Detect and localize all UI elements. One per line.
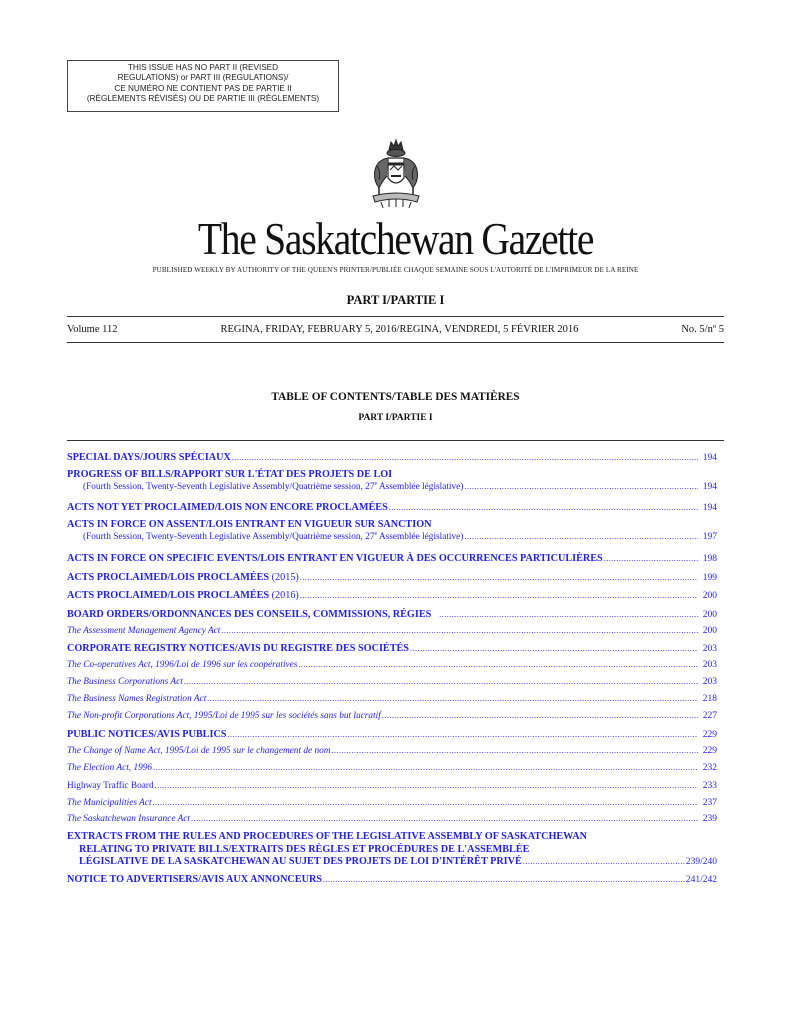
header-rule-top <box>67 316 724 317</box>
toc-page-number: 203 <box>702 660 717 670</box>
toc-entry-label: The Business Corporations Act <box>67 677 183 687</box>
toc-entry-business-corporations-act[interactable] <box>67 677 717 687</box>
toc-entry-label: ACTS IN FORCE ON SPECIFIC EVENTS/LOIS ENTRANT EN VIGUEUR À DES OCCURRENCES PARTICULIÈRES <box>67 553 603 564</box>
leader-dots <box>155 781 698 790</box>
toc-entry-acts-proclaimed-2016[interactable] <box>67 590 717 601</box>
toc-entry-label: The Non-profit Corporations Act, 1995/Loi de 1995 sur les sociétés sans but lucratif <box>67 711 381 721</box>
no-part-notice-box <box>67 60 339 112</box>
issue-date: REGINA, FRIDAY, FEBRUARY 5, 2016/REGINA, VENDREDI, 5 FÉVRIER 2016 <box>220 324 579 335</box>
toc-entry-sublabel: (Fourth Session, Twenty-Seventh Legislative Assembly/Quatrième session, 27e Assemblée législative) <box>83 480 464 492</box>
toc-entry-label: The Business Names Registration Act <box>67 694 207 704</box>
toc-entry-progress-of-bills[interactable] <box>67 469 717 492</box>
gazette-title: The Saskatchewan Gazette <box>197 213 594 264</box>
leader-dots <box>523 856 685 869</box>
notice-line: CE NUMÉRO NE CONTIENT PAS DE PARTIE II <box>114 83 292 93</box>
toc-page-number: 200 <box>702 610 717 620</box>
leader-dots <box>232 453 698 462</box>
toc-entry-label: RELATING TO PRIVATE BILLS/EXTRAITS DES RÈGLES ET PROCÉDURES DE L'ASSEMBLÉE <box>79 843 530 855</box>
toc-entry-label: ACTS NOT YET PROCLAIMED/LOIS NON ENCORE PROCLAMÉES <box>67 502 388 513</box>
leader-dots <box>331 746 698 755</box>
toc-entry-label: The Municipalities Act <box>67 798 152 808</box>
toc-page-number: 194 <box>702 453 717 463</box>
coat-of-arms-icon <box>367 136 425 210</box>
toc-page-number: 241/242 <box>685 875 717 885</box>
toc-page-number: 194 <box>702 482 717 492</box>
toc-page-number: 203 <box>702 644 717 654</box>
part-heading: PART I/PARTIE I <box>346 293 445 307</box>
toc-page-number: 239/240 <box>685 857 717 867</box>
toc-page-number: 229 <box>702 730 717 740</box>
leader-dots <box>464 482 698 491</box>
toc-entry-label: The Co-operatives Act, 1996/Loi de 1996 sur les coopératives <box>67 660 298 670</box>
toc-entry-label: The Election Act, 1996 <box>67 763 153 773</box>
volume-label: Volume 112 <box>67 324 118 335</box>
toc-page-number: 199 <box>702 573 717 583</box>
toc-page-number: 218 <box>702 694 717 704</box>
toc-page-number: 200 <box>702 626 717 636</box>
toc-entry-business-names-registration-act[interactable] <box>67 694 717 704</box>
leader-dots <box>153 798 698 807</box>
toc-page-number: 229 <box>702 746 717 756</box>
issue-number: No. 5/nº 5 <box>681 324 724 335</box>
notice-line: (RÈGLEMENTS RÉVISÉS) OU DE PARTIE III (RÈGLEMENTS) <box>86 94 320 104</box>
toc-entry-notice-to-advertisers[interactable] <box>67 874 717 885</box>
toc-entry-corporate-registry[interactable] <box>67 643 717 654</box>
toc-entry-label: NOTICE TO ADVERTISERS/AVIS AUX ANNONCEURS <box>67 874 322 885</box>
toc-entry-acts-proclaimed-2015[interactable] <box>67 572 717 583</box>
toc-page-number: 227 <box>702 711 717 721</box>
leader-dots <box>298 660 698 669</box>
leader-dots <box>191 814 698 823</box>
toc-entry-label: ACTS PROCLAIMED/LOIS PROCLAMÉES (2016) <box>67 590 299 601</box>
toc-title: TABLE OF CONTENTS/TABLE DES MATIÈRES <box>271 391 520 403</box>
toc-entry-saskatchewan-insurance-act[interactable] <box>67 814 717 824</box>
toc-rule <box>67 440 724 441</box>
toc-entry-acts-in-force-on-assent[interactable] <box>67 519 717 542</box>
toc-entry-acts-in-force-specific-events[interactable] <box>67 553 717 564</box>
leader-dots <box>323 875 685 884</box>
toc-page-number: 203 <box>702 677 717 687</box>
toc-part-subtitle: PART I/PARTIE I <box>358 413 433 423</box>
toc-entry-municipalities-act[interactable] <box>67 798 717 808</box>
toc-entry-co-operatives-act[interactable] <box>67 660 717 670</box>
leader-dots <box>464 532 698 541</box>
toc-entry-label: ACTS IN FORCE ON ASSENT/LOIS ENTRANT EN VIGUEUR SUR SANCTION <box>67 519 432 530</box>
toc-entry-label: BOARD ORDERS/ORDONNANCES DES CONSEILS, COMMISSIONS, RÉGIES <box>67 609 432 620</box>
toc-entry-sublabel: (Fourth Session, Twenty-Seventh Legislative Assembly/Quatrième session, 27e Assemblée législative) <box>83 530 464 542</box>
toc-entry-label: The Saskatchewan Insurance Act <box>67 814 190 824</box>
toc-page-number: 232 <box>702 763 717 773</box>
leader-dots <box>227 730 698 739</box>
toc-entry-label: PUBLIC NOTICES/AVIS PUBLICS <box>67 729 227 740</box>
toc-entry-public-notices[interactable] <box>67 729 717 740</box>
notice-line: REGULATIONS) or PART III (REGULATIONS)/ <box>117 73 289 83</box>
leader-dots <box>300 573 698 582</box>
toc-page-number: 239 <box>702 814 717 824</box>
toc-entry-highway-traffic-board[interactable] <box>67 781 717 791</box>
toc-entry-special-days[interactable] <box>67 452 717 463</box>
notice-line: THIS ISSUE HAS NO PART II (REVISED <box>127 63 279 72</box>
toc-page-number: 197 <box>702 532 717 542</box>
toc-page-number: 198 <box>702 554 717 564</box>
leader-dots <box>300 591 698 600</box>
toc-entry-label: EXTRACTS FROM THE RULES AND PROCEDURES OF THE LEGISLATIVE ASSEMBLY OF SASKATCHEWAN <box>67 831 587 842</box>
toc-entry-non-profit-corporations-act[interactable] <box>67 711 717 721</box>
toc-entry-board-orders[interactable] <box>67 609 717 620</box>
leader-dots <box>389 503 698 512</box>
toc-page-number: 237 <box>702 798 717 808</box>
toc-entry-label: SPECIAL DAYS/JOURS SPÉCIAUX <box>67 452 231 463</box>
toc-entry-label: CORPORATE REGISTRY NOTICES/AVIS DU REGISTRE DES SOCIÉTÉS <box>67 643 409 654</box>
toc-entry-assessment-management-agency-act[interactable] <box>67 626 717 636</box>
toc-entry-election-act[interactable] <box>67 763 717 773</box>
leader-dots <box>153 763 698 772</box>
toc-entry-label: ACTS PROCLAIMED/LOIS PROCLAMÉES (2015) <box>67 572 299 583</box>
issue-info-row <box>67 324 724 335</box>
toc-entry-label: The Change of Name Act, 1995/Loi de 1995 sur le changement de nom <box>67 746 331 756</box>
toc-page-number: 200 <box>702 591 717 601</box>
publisher-statement: PUBLISHED WEEKLY BY AUTHORITY OF THE QUEEN'S PRINTER/PUBLIÉE CHAQUE SEMAINE SOUS L'AUTORITÉ DE L'IMPRIMEUR DE LA REINE <box>152 266 639 274</box>
toc-entry-acts-not-yet-proclaimed[interactable] <box>67 502 717 513</box>
toc-entry-label: PROGRESS OF BILLS/RAPPORT SUR L'ÉTAT DES PROJETS DE LOI <box>67 469 393 480</box>
leader-dots <box>439 610 698 619</box>
leader-dots <box>184 677 698 686</box>
leader-dots <box>604 554 698 563</box>
toc-entry-extracts-rules-procedures[interactable] <box>67 831 717 869</box>
leader-dots <box>221 626 698 635</box>
toc-page-number: 194 <box>702 503 717 513</box>
toc-entry-label: LÉGISLATIVE DE LA SASKATCHEWAN AU SUJET DES PROJETS DE LOI D'INTÉRÊT PRIVÉ <box>79 856 522 867</box>
toc-entry-label: Highway Traffic Board <box>67 781 154 791</box>
header-rule-bottom <box>67 342 724 343</box>
leader-dots <box>382 711 698 720</box>
toc-page-number: 233 <box>702 781 717 791</box>
leader-dots <box>207 694 698 703</box>
toc-entry-change-of-name-act[interactable] <box>67 746 717 756</box>
leader-dots <box>410 644 698 653</box>
toc-entry-label: The Assessment Management Agency Act <box>67 626 221 636</box>
